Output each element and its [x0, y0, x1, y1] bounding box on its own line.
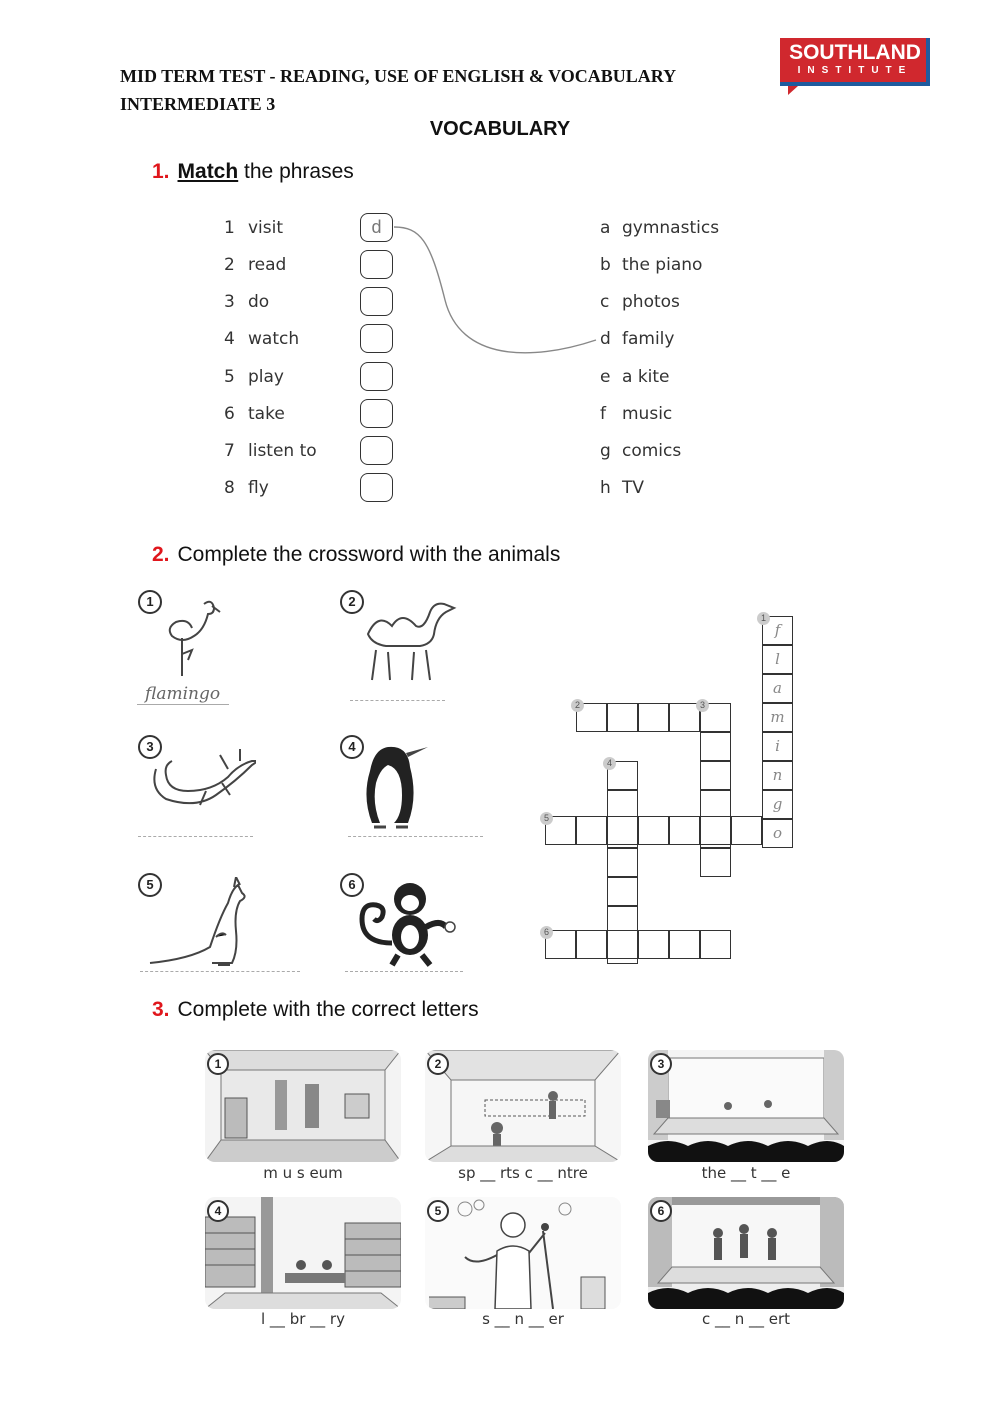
crossword-cell-1down: l [762, 645, 793, 674]
crossword-cell-4down[interactable] [607, 877, 638, 906]
match-left-word: visit [248, 218, 284, 238]
answer-underline [137, 704, 229, 705]
crossword-clue-number: 2 [571, 699, 584, 712]
word-gap-label[interactable]: sp __ rts c __ ntre [458, 1164, 588, 1182]
match-left-number: 7 [224, 441, 235, 461]
kangaroo-illustration [146, 877, 256, 977]
crossword-clue-number: 6 [540, 926, 553, 939]
word-gap-label[interactable]: the __ t __ e [701, 1164, 791, 1182]
crossword-clue-number: 4 [603, 757, 616, 770]
picture-number: 5 [427, 1200, 449, 1222]
sports-centre-picture [425, 1050, 621, 1162]
q3-heading [152, 998, 479, 1022]
picture-number: 3 [650, 1053, 672, 1075]
match-right-letter: h [600, 478, 611, 498]
crossword-cell-5across[interactable] [700, 816, 731, 845]
animal-number: 6 [340, 873, 364, 897]
match-right-word: a kite [622, 367, 670, 387]
q2-heading [152, 543, 560, 567]
match-left-word: listen to [248, 441, 317, 461]
match-right-letter: b [600, 255, 611, 275]
match-left-word: read [248, 255, 287, 275]
match-right-word: the piano [622, 255, 703, 275]
crossword-cell-2across[interactable] [607, 703, 638, 732]
word-gap-label[interactable]: c __ n __ ert [701, 1310, 791, 1328]
museum-picture [205, 1050, 401, 1162]
crossword-cell-6across[interactable] [638, 930, 669, 959]
match-left-number: 1 [224, 218, 235, 238]
picture-number: 2 [427, 1053, 449, 1075]
penguin-illustration [348, 739, 438, 839]
logo-line1: SOUTHLAND [789, 41, 921, 64]
animal-number: 3 [138, 735, 162, 759]
match-left-word: take [248, 404, 285, 424]
match-left-number: 6 [224, 404, 235, 424]
q1-number: 1. [152, 160, 170, 183]
crossword-cell-3down[interactable] [700, 790, 731, 819]
match-right-letter: c [600, 292, 610, 312]
crossword-cell-3down[interactable] [700, 761, 731, 790]
logo-line2: INSTITUTE [797, 65, 913, 76]
match-left-word: fly [248, 478, 269, 498]
test-title-line1: MID TERM TEST - READING, USE OF ENGLISH & VOCABULARY [120, 66, 677, 86]
q3-number: 3. [152, 998, 170, 1021]
crossword-cell-1down: g [762, 790, 793, 819]
crossword-cell-6across[interactable] [607, 930, 638, 959]
crossword-cell-1down: o [762, 819, 793, 848]
animal-number: 4 [340, 735, 364, 759]
animal-answer-example: flamingo [145, 684, 221, 704]
q1-instruction-rest: the phrases [238, 160, 354, 183]
answer-blank[interactable] [140, 971, 300, 972]
crossword-cell-3down[interactable] [700, 848, 731, 877]
match-right-letter: g [600, 441, 611, 461]
crossword-cell-4down[interactable] [607, 848, 638, 877]
word-gap-label[interactable]: l __ br __ ry [261, 1310, 345, 1328]
animal-number: 2 [340, 590, 364, 614]
match-left-number: 5 [224, 367, 235, 387]
match-answer-box[interactable]: d [360, 213, 393, 242]
answer-blank[interactable] [138, 836, 253, 837]
picture-number: 4 [207, 1200, 229, 1222]
test-title-line2: INTERMEDIATE 3 [120, 94, 276, 114]
concert-picture [648, 1197, 844, 1309]
crossword-cell-1down: a [762, 674, 793, 703]
word-gap-label[interactable]: m u s eum [263, 1164, 343, 1182]
word-gap-label[interactable]: s __ n __ er [482, 1310, 564, 1328]
monkey-illustration [348, 877, 468, 977]
picture-number: 1 [207, 1053, 229, 1075]
crossword-cell-4down[interactable] [607, 790, 638, 819]
match-connector-line [0, 0, 1000, 600]
crossword-cell-5across[interactable] [731, 816, 762, 845]
q1-instruction-bold: Match [177, 160, 239, 183]
match-right-letter: e [600, 367, 611, 387]
singer-picture [425, 1197, 621, 1309]
q3-instruction: Complete with the correct letters [177, 998, 479, 1021]
crossword-clue-number: 5 [540, 812, 553, 825]
match-right-word: photos [622, 292, 680, 312]
crossword-clue-number: 3 [696, 699, 709, 712]
match-right-word: music [622, 404, 673, 424]
crossword-cell-1down: n [762, 761, 793, 790]
q2-instruction: Complete the crossword with the animals [177, 543, 561, 566]
crossword-cell-1down: i [762, 732, 793, 761]
match-left-word: watch [248, 329, 300, 349]
crossword-cell-5across[interactable] [669, 816, 700, 845]
answer-blank[interactable] [350, 700, 445, 701]
match-right-letter: a [600, 218, 611, 238]
match-right-letter: d [600, 329, 611, 349]
match-right-letter: f [600, 404, 606, 424]
match-left-number: 2 [224, 255, 235, 275]
library-picture [205, 1197, 401, 1309]
match-right-word: comics [622, 441, 682, 461]
animal-number: 5 [138, 873, 162, 897]
theatre-picture [648, 1050, 844, 1162]
match-left-word: play [248, 367, 284, 387]
crossword-cell-5across[interactable] [638, 816, 669, 845]
crossword-cell-6across[interactable] [669, 930, 700, 959]
q2-number: 2. [152, 543, 170, 566]
crossword-cell-5across[interactable] [607, 816, 638, 845]
answer-blank[interactable] [345, 971, 463, 972]
section-title: VOCABULARY [429, 118, 571, 140]
picture-number: 6 [650, 1200, 672, 1222]
crossword-cell-2across[interactable] [638, 703, 669, 732]
lizard-illustration [146, 739, 256, 824]
crossword-cell-1down: m [762, 703, 793, 732]
flamingo-illustration [146, 594, 236, 689]
crossword-cell-3down[interactable] [700, 732, 731, 761]
crossword-cell-6across[interactable] [700, 930, 731, 959]
match-right-word: gymnastics [622, 218, 720, 238]
crossword-clue-number: 1 [757, 612, 770, 625]
crossword-cell-1down: f [762, 616, 793, 645]
match-right-word: TV [622, 478, 645, 498]
crossword-cell-6across[interactable] [576, 930, 607, 959]
match-right-word: family [622, 329, 675, 349]
crossword-cell-5across[interactable] [576, 816, 607, 845]
match-left-number: 4 [224, 329, 235, 349]
answer-blank[interactable] [348, 836, 483, 837]
camel-illustration [348, 594, 468, 689]
animal-number: 1 [138, 590, 162, 614]
match-left-number: 3 [224, 292, 235, 312]
match-left-number: 8 [224, 478, 235, 498]
match-left-word: do [248, 292, 270, 312]
